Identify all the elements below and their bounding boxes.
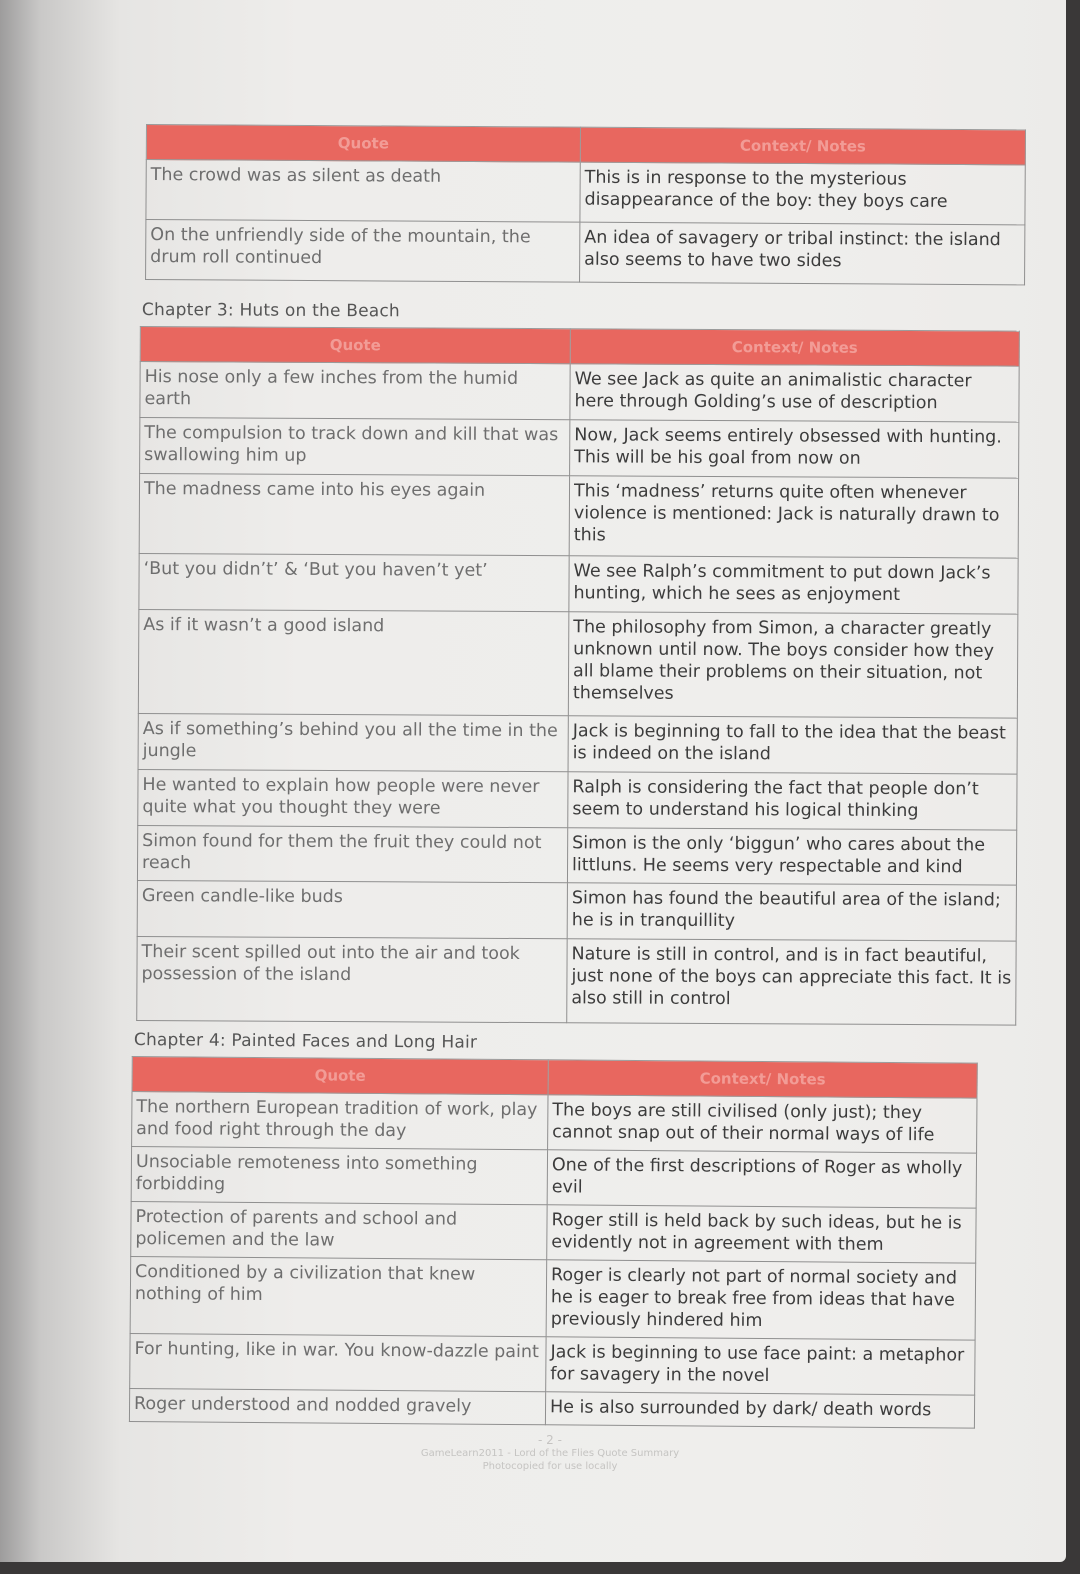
header-quote: Quote [140,327,570,364]
table-row [129,1388,974,1428]
note-cell: Simon has found the beautiful area of the island; he is in tranquillity [567,883,1016,941]
quote-cell: Roger understood and nodded gravely [129,1388,545,1424]
quote-cell: On the unfriendly side of the mountain, the drum roll continued [146,220,580,283]
table-row [137,936,1016,1025]
header-quote: Quote [146,125,580,163]
note-cell: Now, Jack seems entirely obsessed with hunting. This will be his goal from now on [570,420,1019,478]
note-cell: He is also surrounded by dark/ death words [545,1392,974,1428]
note-cell: One of the first descriptions of Roger as wholly evil [547,1150,976,1208]
table-row [138,769,1017,830]
quote-cell: Conditioned by a civilization that knew nothing of him [130,1256,547,1336]
quote-cell: Protection of parents and school and policemen and the law [131,1201,547,1259]
quote-table-continued [145,124,1026,285]
page-number: - 2 - [538,1433,562,1447]
note-cell: Roger is clearly not part of normal society and he is eager to break free from ideas that have previously hindered him [546,1260,976,1340]
note-cell: The boys are still civilised (only just); they cannot snap out of their normal ways of life [548,1095,977,1153]
note-cell: Jack is beginning to use face paint: a metaphor for savagery in the novel [546,1337,975,1395]
table-row [131,1201,976,1263]
note-cell: Jack is beginning to fall to the idea that the beast is indeed on the island [568,716,1017,774]
quote-cell: His nose only a few inches from the humid earth [140,362,570,420]
table-header-row [140,327,1019,367]
note-cell: This is in response to the mysterious disappearance of the boy: they boys care [580,162,1025,225]
quote-cell: He wanted to explain how people were never quite what you thought they were [138,769,568,827]
chapter-4-title: Chapter 4: Painted Faces and Long Hair [133,1030,478,1053]
table-row [138,609,1018,718]
header-notes: Context/ Notes [580,127,1025,165]
table-row [140,418,1019,479]
table-header-row [146,125,1025,165]
quote-cell: The compulsion to track down and kill that was swallowing him up [140,418,570,476]
note-cell: The philosophy from Simon, a character greatly unknown until now. The boys consider how they all blame their problems on their situation, not themselves [568,612,1018,718]
table-row [139,474,1018,559]
table-row [138,713,1017,774]
quote-cell: The northern European tradition of work, play and food right through the day [132,1092,548,1150]
chapter-3-title: Chapter 3: Huts on the Beach [141,300,400,322]
table-row [130,1333,975,1395]
table-row [146,160,1025,225]
note-cell: Nature is still in control, and is in fact beautiful, just none of the boys can appreciate this fact. It is also still in control [567,939,1016,1025]
quote-cell: The madness came into his eyes again [139,474,569,556]
table-row [137,880,1016,941]
header-notes: Context/ Notes [548,1060,977,1098]
quote-cell: As if something’s behind you all the time in the jungle [138,713,568,771]
quote-cell: Their scent spilled out into the air and took possession of the island [137,936,567,1022]
note-cell: This ‘madness’ returns quite often whenever violence is mentioned: Jack is naturally drawn to this [569,476,1018,558]
header-notes: Context/ Notes [570,329,1019,366]
quote-cell: Green candle-like buds [137,880,567,938]
header-quote: Quote [132,1057,548,1095]
table-row [131,1147,976,1209]
quote-cell: For hunting, like in war. You know-dazzle paint [130,1333,546,1391]
quote-table-chapter-4 [129,1056,978,1429]
quote-cell: Simon found for them the fruit they could not reach [137,825,567,882]
note-cell: An idea of savagery or tribal instinct: the island also seems to have two sides [580,222,1025,285]
page-footer [410,1434,690,1473]
quote-cell: ‘But you didn’t’ & ‘But you haven’t yet’ [139,553,569,611]
quote-table-chapter-3 [136,326,1020,1026]
table-row [146,220,1025,285]
section-continued [145,124,1026,285]
table-row [139,553,1018,614]
quote-cell: The crowd was as silent as death [146,160,580,223]
quote-cell: Unsociable remoteness into something forbidding [131,1147,547,1205]
table-row [140,362,1019,423]
section-chapter-4 [129,1030,978,1429]
quote-cell: As if it wasn’t a good island [138,609,569,715]
note-cell: Simon is the only ‘biggun’ who cares about the littluns. He seems very respectable and kind [567,828,1016,885]
table-row [137,825,1016,885]
note-cell: We see Jack as quite an animalistic character here through Golding’s use of description [570,364,1019,422]
note-cell: Ralph is considering the fact that people don’t seem to understand his logical thinking [568,772,1017,830]
table-row [132,1092,977,1154]
footer-line-2: Photocopied for use locally [482,1461,618,1472]
footer-line-1: GameLearn2011 - Lord of the Flies Quote Summary [420,1448,680,1459]
note-cell: We see Ralph’s commitment to put down Jack’s hunting, which he sees as enjoyment [569,556,1018,614]
table-row [130,1256,976,1340]
note-cell: Roger still is held back by such ideas, but he is evidently not in agreement with them [547,1205,976,1263]
section-chapter-3 [136,300,1020,1026]
